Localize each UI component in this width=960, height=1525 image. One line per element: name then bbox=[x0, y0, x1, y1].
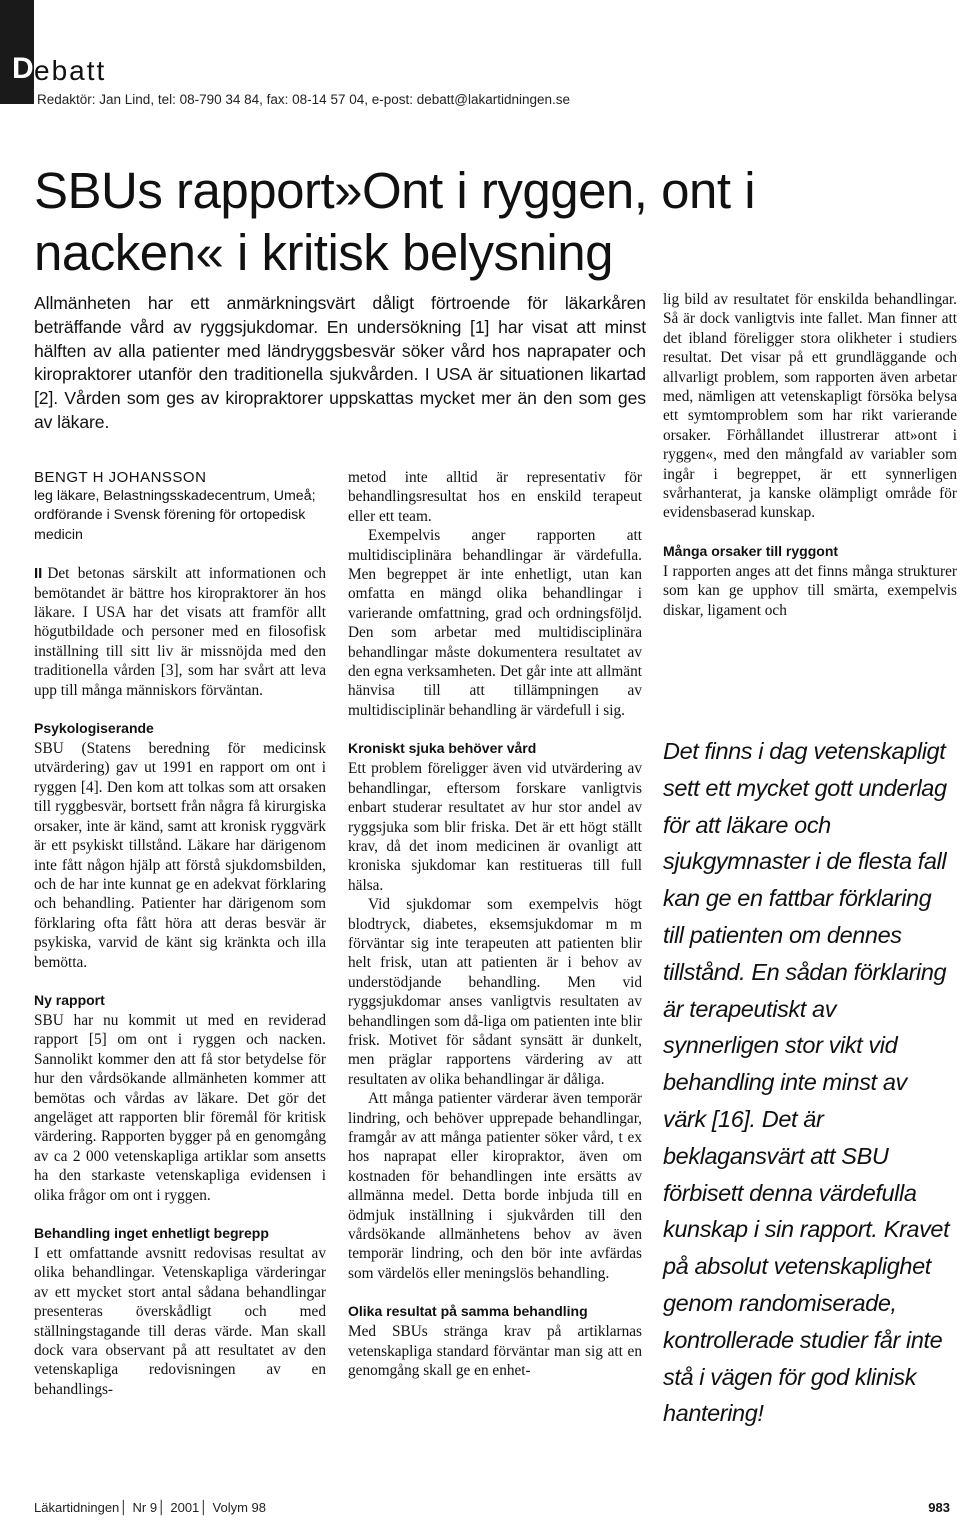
subheading-olika: Olika resultat på samma behandling bbox=[348, 1303, 588, 1320]
headline-line-1: SBUs rapport»Ont i ryggen, ont i bbox=[34, 162, 756, 219]
body-paragraph: Exempelvis anger rapporten att multidisciplinära behandlingar är värdefulla. Men begreppet är inte enhetligt, utan kan omfatta en mängd olika behandlingar i varierande omfattning, grad och ordningsföljd. Den som arbetar med multidisciplinära behandlingar måste dokumentera resultatet av den egna verksamheten. Det går inte att allmänt hänvisa till att tillämpningen av multidisciplinär behandling är värdefull i sig. bbox=[348, 527, 642, 719]
subheading-manga: Många orsaker till ryggont bbox=[663, 542, 839, 559]
subheading-kroniskt: Kroniskt sjuka behöver vård bbox=[348, 740, 537, 757]
body-paragraph: I rapporten anges att det finns många strukturer som kan ge upphov till smärta, exempelvis diskar, ligament och bbox=[663, 562, 957, 619]
page-number: 983 bbox=[928, 1500, 950, 1515]
body-paragraph: Att många patienter värderar även temporär lindring, och behöver upprepade behandlingar, framgår av att många patienter söker vård, t ex hos naprapat eller kiropraktor, även om kostnaden för behandlingen inte ersätts av allmänna medel. Detta borde inbjuda till en ödmjuk inställning i sjukvården till den vårdsökande allmänhetens behov av även temporär lindring, och den bör inte avfärdas som värdelös eller meningslös behandling. bbox=[348, 1090, 642, 1282]
article-ingress: Allmänheten har ett anmärkningsvärt dåligt förtroende för läkarkåren beträffande vård av ryggsjukdomar. En undersökning [1] har visat att minst hälften av alla patienter med ländryggsbesvär söker vård hos naprapater och kiropraktorer utanför den traditionella sjukvården. I USA är situationen likartad [2]. Vården som ges av kiropraktorer uppskattas mycket mer än den som ges av läkare. bbox=[34, 293, 646, 432]
footer-year: 2001 bbox=[170, 1500, 200, 1515]
text-column-3 bbox=[663, 290, 957, 620]
footer-separator: ▏ bbox=[202, 1500, 213, 1515]
footer-separator: ▏ bbox=[122, 1500, 133, 1515]
body-paragraph: Vid sjukdomar som exempelvis högt blodtryck, diabetes, eksemsjukdomar m m förväntar sig inte terapeuten att patienten blir helt frisk, utan att patienten är i behov av understödjande behandling. Men vid ryggsjukdomar anses vanligtvis resultaten av behandlingen som då-liga om patienten inte blir frisk. Motivet för sådant synsätt är dunkelt, men präglar rapportens värdering av att resultaten av olika behandlingar är dåliga. bbox=[348, 896, 642, 1088]
body-paragraph: I ett omfattande avsnitt redovisas resultat av olika behandlingar. Vetenskapliga värderingar av ett mycket stort antal sådana behandlingar presenteras överskådligt och med ställningstagande till deras värde. Man skall dock vara observant på att resultatet av den vetenskapliga redovisningen av en behandlings- bbox=[34, 1245, 326, 1398]
text-column-1 bbox=[34, 468, 326, 1399]
body-paragraph: metod inte alltid är representativ för behandlingsresultat hos en enskild terapeut eller ett team. bbox=[348, 469, 642, 525]
lead-marker: II bbox=[34, 565, 43, 583]
body-paragraph: lig bild av resultatet för enskilda behandlingar. Så är dock vanligtvis inte fallet. Man finner att det ibland föreligger stora olikheter i studiers resultat. Det visar på ett grundläggande och allvarligt problem, som rapporten även arbetar med, nämligen att vetenskapligt försöka belysa ett symtomproblem som har rikt varierande orsaker. Förhållandet illustrerar att»ont i ryggen«, med den mångfald av variabler som ingår i begreppet, är ett synnerligen svårhanterat, ja kanske olämpligt område för evidensbaserad kunskap. bbox=[663, 291, 957, 522]
body-paragraph: II Det betonas särskilt att informationen och bemötandet är bättre hos kiropraktorer än hos läkare. I USA har det visats att framför allt högutbildade och personer med en filosofisk inställning till sitt liv är missnöjda med den traditionella vården [3], som har svårt att leva upp till många människors förväntan. bbox=[34, 565, 326, 699]
body-paragraph: SBU (Statens beredning för medicinsk utvärdering) gav ut 1991 en rapport om ont i ryggen [4]. Den kom att tolkas som att orsaken till ryggbesvär, bortsett från några få kirurgiska orsaker, inte är känd, samt att kronisk ryggvärk är ett psykiskt tillstånd. Läkare har därigenom inte fått någon hjälp att förstå sjukdomsbilden, och de har inte kunnat ge en adekvat förklaring och behandling. Patienter har därigenom som förklaring ofta fått höra att deras besvär är psykiska, varvid de känt sig kränkta och illa bemötta. bbox=[34, 740, 326, 971]
section-initial: D bbox=[12, 52, 34, 85]
section-tab bbox=[0, 0, 34, 104]
body-paragraph: Ett problem föreligger även vid utvärdering av behandlingar, eftersom forskare vanligtvis enbart studerar resultatet av hur stor andel av ryggsjuka som blir friska. Det är ett högt ställt krav, då det inom medicinen är ovanligt att kroniska sjukdomar kan restitueras till full hälsa. bbox=[348, 760, 642, 894]
pull-quote: Det finns i dag vetenskapligt sett ett mycket gott underlag för att läkare och sjukgymnaster i de flesta fall kan ge en fattbar förklaring till patienten om dennes tillstånd. En sådan förklaring är terapeutiskt av synnerligen stor vikt vid behandling inte minst av värk [16]. Det är beklagansvärt att SBU förbisett denna värdefulla kunskap i sin rapport. Kravet på absolut vetenskaplighet genom randomiserade, kontrollerade studier får inte stå i vägen för god klinisk hantering! bbox=[663, 738, 950, 1427]
author-affiliation: leg läkare, Belastningsskadecentrum, Umeå; ordförande i Svensk förening för ortopedisk medicin bbox=[34, 488, 316, 543]
footer-journal: Läkartidningen bbox=[34, 1500, 120, 1515]
body-paragraph: SBU har nu kommit ut med en reviderad rapport [5] om ont i ryggen och nacken. Sannolikt kommer den att få stor betydelse för hur den vårdsökande allmänheten kommer att bemötas och vårdas av läkare. Det gör det angeläget att rapporten blir föremål för kritisk värdering. Rapporten bygger på en genomgång av ca 2 000 vetenskapliga artiklar som ansetts ha den starkaste vetenskapliga evidensen i olika frågor om ont i ryggen. bbox=[34, 1011, 326, 1204]
subheading-psykologiserande: Psykologiserande bbox=[34, 720, 154, 737]
section-name: ebatt bbox=[34, 55, 107, 86]
editor-contact-line: Redaktör: Jan Lind, tel: 08-790 34 84, fax: 08-14 57 04, e-post: debatt@lakartidningen.se bbox=[37, 92, 571, 107]
footer-info bbox=[34, 1500, 266, 1516]
footer-issue: Nr 9 bbox=[132, 1500, 158, 1515]
body-paragraph: Med SBUs stränga krav på artiklarnas vetenskapliga standard förväntar man sig att en genomgång skall ge en enhet- bbox=[348, 1323, 642, 1380]
footer-volume: Volym 98 bbox=[212, 1500, 267, 1515]
headline-line-2: nacken« i kritisk belysning bbox=[34, 224, 613, 281]
subheading-behandling: Behandling inget enhetligt begrepp bbox=[34, 1225, 269, 1241]
author-name: BENGT H JOHANSSON bbox=[34, 469, 207, 486]
footer-separator: ▏ bbox=[160, 1500, 171, 1515]
text-column-2 bbox=[348, 468, 642, 1380]
subheading-ny-rapport: Ny rapport bbox=[34, 991, 105, 1008]
article-headline bbox=[34, 160, 934, 284]
